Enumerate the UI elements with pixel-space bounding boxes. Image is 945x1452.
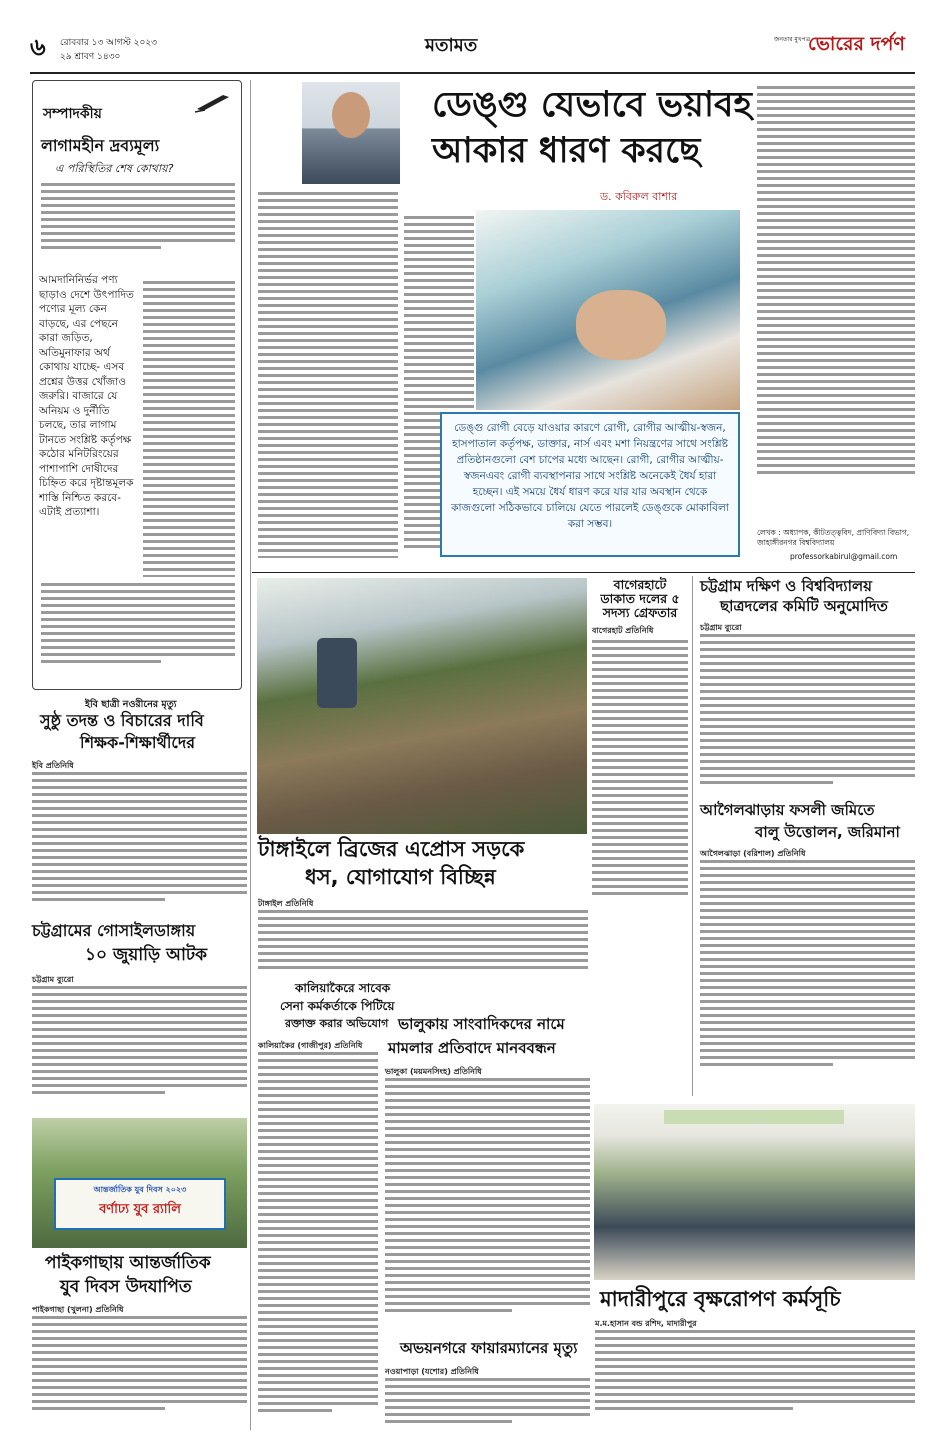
writer-note: লেখক : অধ্যাপক, কীটতত্ত্ববিদ, প্রাণিবিদ্যা বিভাগ, জাহাঙ্গীরনগর বিশ্ববিদ্যালয়: [757, 528, 910, 547]
editorial-label: সম্পাদকীয়: [43, 106, 102, 122]
writer-email: professorkabirul@gmail.com: [790, 552, 898, 561]
editorial-body-bottom: [41, 579, 235, 684]
ibi-kicker: ইবি ছাত্রী নওরীনের মৃত্যু: [85, 699, 177, 710]
ctg-univ-title-line2: ছাত্রদলের কমিটি অনুমোদিত: [720, 597, 888, 615]
editorial-pull-quote-text: আমদানিনির্ভর পণ্য ছাড়াও দেশে উৎপাদিত পণ্যের মূল্য কেন বাড়ছে, এর পেছনে কারা জড়িত, অতিমুনাফার অর্থ কোথায় যাচ্ছে- এসব প্রশ্নের উত্তর খোঁজাও জরুরি। বাজারে যে অনিয়ম ও দুর্নীতি চলছে, তার লাগাম টানতে সংশ্লিষ্ট কর্তৃপক্ষ কঠোর মনিটরিংয়ের পাশাপাশি দোষীদের চিহ্নিত করে দৃষ্টান্তমূলক শাস্তি নিশ্চিত করবে-এটাই প্রত্যাশা।: [39, 274, 134, 518]
patient-shape: [576, 290, 666, 360]
page-number: ৬: [30, 33, 46, 61]
bhaluka-dateline: ভালুকা (ময়মনসিংহ) প্রতিনিধি: [385, 1067, 482, 1076]
rally-banner-line2: বর্ণাঢ্য যুব র‌্যালি: [99, 1202, 181, 1217]
hospital-photo: [476, 210, 740, 410]
bhaluka-title-line1: ভালুকায় সাংবাদিকদের নামে: [398, 1015, 565, 1033]
editorial-pull-quote: [39, 273, 137, 573]
main-body-col3: [757, 82, 915, 477]
abhaynagar-title: অভয়নগরে ফায়ারম্যানের মৃত্যু: [400, 1339, 578, 1357]
pen-icon: [193, 91, 233, 113]
masthead: [30, 30, 915, 74]
kaliakair-body: [258, 1048, 378, 1428]
date-line-1: রোববার ১৩ আগস্ট ২০২৩: [60, 38, 158, 48]
bhaluka-body: [385, 1074, 590, 1332]
main-body-col1: [258, 188, 398, 558]
ibi-title-line1: সুষ্ঠু তদন্ত ও বিচারের দাবি: [40, 711, 204, 730]
bagerhat-dateline: বাগেরহাট প্রতিনিধি: [592, 626, 654, 635]
main-author: [600, 188, 677, 207]
editorial-subtitle: এ পরিস্থিতির শেষ কোথায়?: [55, 162, 174, 175]
bagerhat-body: [592, 636, 688, 908]
editorial-body-right: [143, 277, 235, 577]
col-divider-left: [250, 80, 251, 1430]
agailjhara-title-line2: বালু উত্তোলন, জরিমানা: [755, 823, 900, 841]
section-title: মতামত: [425, 35, 478, 56]
paikgachha-dateline: পাইকগাছা (খুলনা) প্রতিনিধি: [32, 1305, 124, 1314]
bhaluka-title-line2: মামলার প্রতিবাদে মানববন্ধন: [388, 1039, 556, 1057]
main-callout-box: [440, 412, 740, 557]
editorial-title: লাগামহীন দ্রব্যমূল্য: [41, 136, 160, 155]
rally-photo: [32, 1118, 247, 1248]
goshaildanga-title-line2: ১০ জুয়াড়ি আটক: [85, 945, 208, 965]
author-face: [332, 92, 370, 138]
kaliakair-title-line3: রক্তাক্ত করার অভিযোগ: [285, 1017, 389, 1030]
goshaildanga-title-line1: চট্টগ্রামের গোসাইলডাঙ্গায়: [32, 921, 196, 940]
madaripur-tent-banner: [664, 1110, 844, 1124]
agailjhara-title-line1: আগৈলঝাড়ায় ফসলী জমিতে: [700, 801, 875, 819]
ibi-title-line2: শিক্ষক-শিক্ষার্থীদের: [80, 733, 196, 752]
kaliakair-title-line1: কালিয়াকৈরে সাবেক: [295, 981, 391, 995]
editorial-box: [32, 80, 242, 690]
col-divider-right: [692, 576, 693, 1096]
editorial-body-top: [41, 179, 235, 271]
rally-banner-line1: আন্তর্জাতিক যুব দিবস ২০২৩: [93, 1185, 187, 1194]
ibi-dateline: ইবি প্রতিনিধি: [32, 761, 74, 770]
paper-tagline: জনতার মুখপত্র: [774, 36, 811, 43]
paikgachha-body: [32, 1312, 247, 1424]
goshaildanga-body: [32, 982, 247, 1112]
madaripur-photo: [594, 1104, 915, 1280]
masthead-rule: [30, 72, 915, 74]
ctg-univ-title-line1: চট্টগ্রাম দক্ষিণ ও বিশ্ববিদ্যালয়: [700, 577, 873, 595]
author-photo: [302, 82, 400, 184]
kaliakair-title-line2: সেনা কর্মকর্তাকে পিটিয়ে: [280, 999, 395, 1013]
madaripur-dateline: ম.ম.হাসান বন্ড রশিদ, মাদারীপুর: [595, 1319, 697, 1328]
main-bottom-rule: [252, 572, 915, 573]
madaripur-title: মাদারীপুরে বৃক্ষরোপণ কর্মসূচি: [600, 1287, 841, 1311]
paikgachha-title-line1: পাইকগাছায় আন্তর্জাতিক: [45, 1253, 211, 1273]
bagerhat-title: বাগেরহাটে ডাকাত দলের ৫ সদস্য গ্রেফতার: [600, 577, 680, 620]
abhaynagar-dateline: নওয়াপাড়া (যশোর) প্রতিনিধি: [385, 1367, 479, 1376]
ibi-body: [32, 768, 247, 916]
rally-banner: [54, 1178, 226, 1230]
tangail-title-line2: ধস, যোগাযোগ বিচ্ছিন্ন: [305, 865, 496, 889]
ctg-univ-dateline: চট্টগ্রাম ব্যুরো: [700, 623, 742, 632]
people-on-road: [317, 638, 357, 708]
tangail-dateline: টাঙ্গাইল প্রতিনিধি: [258, 899, 314, 908]
main-callout-text: ডেঙ্গু রোগী বেড়ে যাওয়ার কারণে রোগী, রোগীর আত্মীয়-স্বজন, হাসপাতাল কর্তৃপক্ষ, ডাক্তার, নার্স এবং মশা নিয়ন্ত্রণের সাথে সংশ্লিষ্ট প্রতিষ্ঠানগুলো বেশ চাপের মধ্যে আছেন। রোগী, রোগীর আত্মীয়-স্বজনএবং রোগী ব্যবস্থাপনার সাথে সংশ্লিষ্ট অনেকেই ধৈর্য হারা হচ্ছেন। এই সময়ে ধৈর্য ধারণ করে যার যার অবস্থান থেকে কাজগুলো সঠিকভাবে চালিয়ে যেতে পারলেই ডেঙ্গুকে মোকাবিলা করা সম্ভব।: [451, 422, 729, 530]
tangail-body: [258, 906, 588, 976]
main-title-line1: ডেঙ্গু যেভাবে ভয়াবহ: [432, 85, 752, 125]
agailjhara-dateline: আগৈলঝাড়া (বরিশাল) প্রতিনিধি: [700, 849, 806, 858]
tangail-title-line1: টাঙ্গাইলে ব্রিজের এপ্রোস সড়কে: [258, 837, 525, 861]
madaripur-body: [595, 1326, 915, 1428]
ctg-univ-body: [700, 630, 915, 795]
main-title-line2: আকার ধারণ করছে: [432, 131, 701, 171]
agailjhara-body: [700, 856, 915, 1086]
tangail-photo: [257, 578, 587, 834]
main-author-name: ড. কবিরুল বাশার: [600, 190, 678, 203]
paper-name: ভোরের দর্পণ: [808, 33, 905, 55]
paikgachha-title-line2: যুব দিবস উদযাপিত: [60, 1277, 192, 1297]
goshaildanga-dateline: চট্টগ্রাম ব্যুরো: [32, 975, 74, 984]
kaliakair-dateline: কালিয়াকৈর (গাজীপুর) প্রতিনিধি: [258, 1041, 363, 1050]
abhaynagar-body: [385, 1374, 590, 1428]
date-line-2: ২৯ শ্রাবণ ১৪৩০: [60, 52, 121, 62]
